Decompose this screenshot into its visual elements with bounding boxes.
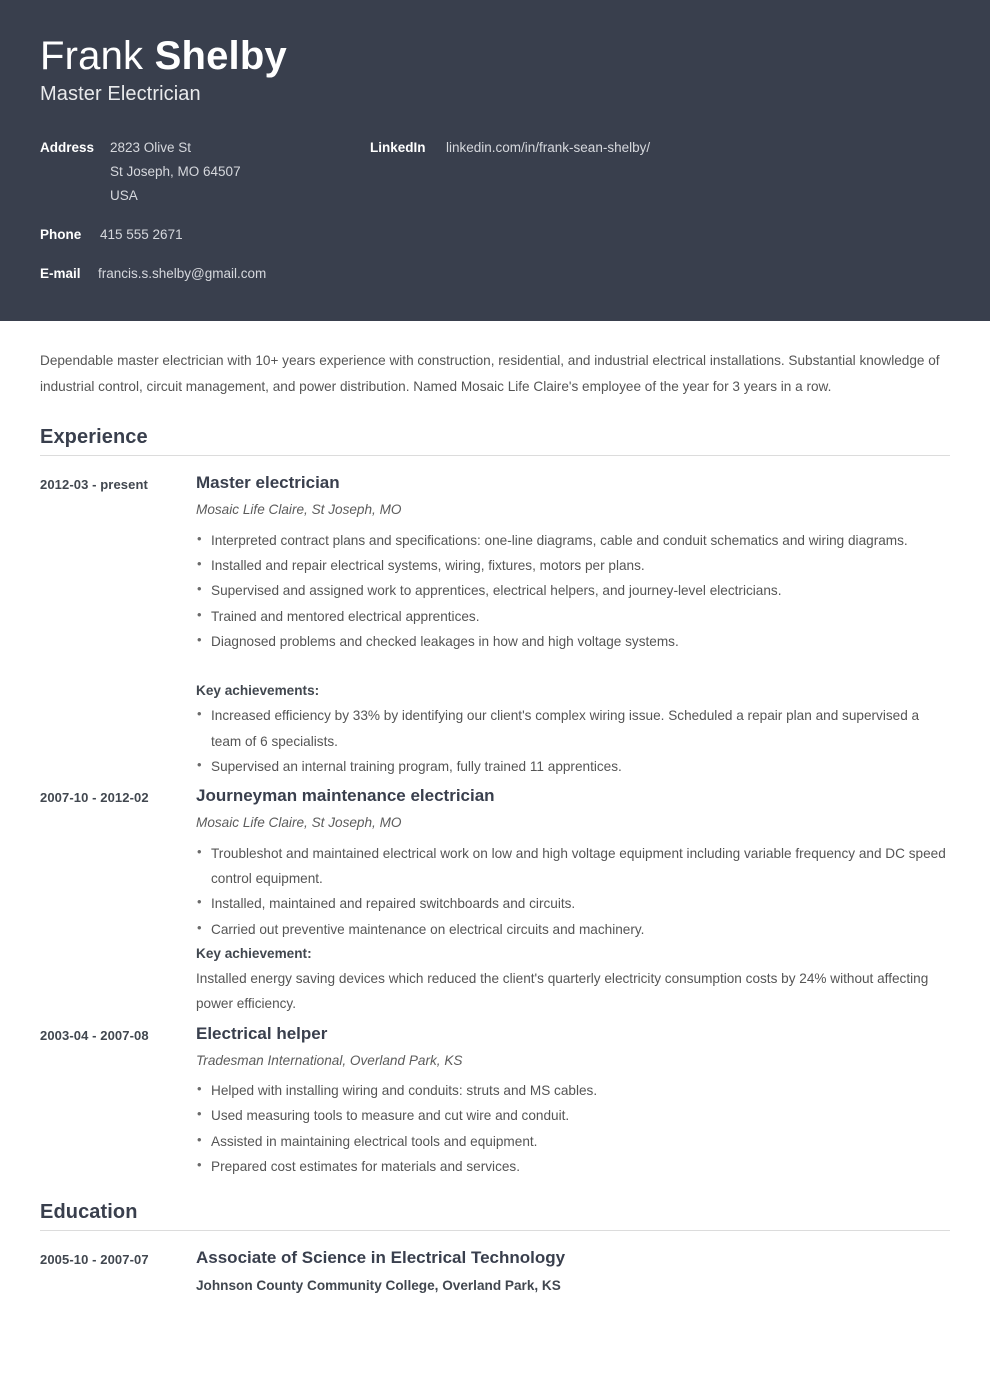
experience-entry bbox=[40, 785, 950, 1016]
candidate-first-name: Frank bbox=[40, 34, 144, 78]
linkedin-label: LinkedIn bbox=[370, 139, 426, 155]
contact-row-linkedin bbox=[370, 136, 950, 160]
contact-column-right bbox=[370, 136, 950, 169]
resume-header bbox=[0, 0, 990, 321]
experience-entry bbox=[40, 472, 950, 779]
list-item: • Increased efficiency by 33% by identifying our client's complex wiring issue. Scheduled a repair plan and supervised a team of 6 specialists. bbox=[196, 703, 950, 754]
entry-content bbox=[196, 785, 950, 1016]
entry-content bbox=[196, 1247, 950, 1303]
list-item: • Diagnosed problems and checked leakages in how and high voltage systems. bbox=[196, 629, 950, 654]
list-item: • Supervised an internal training program, fully trained 11 apprentices. bbox=[196, 754, 950, 779]
entry-dates: 2007-10 - 2012-02 bbox=[40, 790, 149, 806]
linkedin-value[interactable]: linkedin.com/in/frank-sean-shelby/ bbox=[446, 139, 651, 155]
entry-responsibilities bbox=[196, 528, 950, 654]
list-item: • Carried out preventive maintenance on electrical circuits and machinery. bbox=[196, 917, 950, 942]
entry-dates: 2005-10 - 2007-07 bbox=[40, 1252, 149, 1268]
list-item: • Installed and repair electrical systems, wiring, fixtures, motors per plans. bbox=[196, 553, 950, 578]
experience-section bbox=[40, 426, 950, 1179]
contact-row-email bbox=[40, 262, 370, 286]
candidate-name bbox=[40, 34, 950, 79]
key-achievement-label: Key achievement: bbox=[196, 945, 312, 961]
professional-summary: Dependable master electrician with 10+ years experience with construction, residential, and industrial electrical installations. Substantial knowledge of industrial control, circuit management, and power distribution. Named Mosaic Life Claire's employee of the year for 3 years in a row. bbox=[40, 352, 940, 394]
contact-details bbox=[40, 136, 950, 295]
experience-entry bbox=[40, 1023, 950, 1180]
education-divider bbox=[40, 1230, 950, 1231]
entry-job-title: Journeyman maintenance electrician bbox=[196, 786, 495, 806]
list-item: • Troubleshot and maintained electrical work on low and high voltage equipment including variable frequency and DC speed control equipment. bbox=[196, 841, 950, 892]
list-item: • Prepared cost estimates for materials and services. bbox=[196, 1154, 950, 1179]
entry-content bbox=[196, 1023, 950, 1180]
entry-responsibilities bbox=[196, 841, 950, 942]
list-item: • Assisted in maintaining electrical tools and equipment. bbox=[196, 1129, 950, 1154]
address-line-2: St Joseph, MO 64507 bbox=[110, 163, 241, 179]
resume-body bbox=[0, 321, 990, 1365]
list-item: • Installed, maintained and repaired switchboards and circuits. bbox=[196, 891, 950, 916]
candidate-job-title: Master Electrician bbox=[40, 82, 201, 105]
experience-divider bbox=[40, 455, 950, 456]
address-label: Address bbox=[40, 139, 95, 155]
list-item: • Interpreted contract plans and specifications: one-line diagrams, cable and conduit schematics and wiring diagrams. bbox=[196, 528, 950, 553]
entry-achievements bbox=[196, 703, 950, 779]
entry-organization: Mosaic Life Claire, St Joseph, MO bbox=[196, 502, 402, 518]
education-section bbox=[40, 1201, 950, 1303]
education-entry bbox=[40, 1247, 950, 1303]
key-achievements-label: Key achievements: bbox=[196, 683, 320, 699]
list-item: • Used measuring tools to measure and cut wire and conduit. bbox=[196, 1103, 950, 1128]
entry-responsibilities bbox=[196, 1078, 950, 1179]
email-label: E-mail bbox=[40, 265, 81, 281]
phone-value[interactable]: 415 555 2671 bbox=[100, 226, 183, 242]
education-heading: Education bbox=[40, 1201, 138, 1224]
address-value bbox=[110, 136, 241, 208]
list-item: • Helped with installing wiring and conduits: struts and MS cables. bbox=[196, 1078, 950, 1103]
contact-column-left bbox=[40, 136, 370, 295]
entry-job-title: Master electrician bbox=[196, 473, 340, 493]
email-value[interactable]: francis.s.shelby@gmail.com bbox=[98, 265, 267, 281]
entry-organization: Tradesman International, Overland Park, KS bbox=[196, 1052, 463, 1068]
entry-degree-title: Associate of Science in Electrical Technology bbox=[196, 1248, 566, 1268]
entry-dates: 2012-03 - present bbox=[40, 477, 148, 493]
phone-label: Phone bbox=[40, 226, 82, 242]
list-item: • Trained and mentored electrical apprentices. bbox=[196, 604, 950, 629]
entry-organization: Mosaic Life Claire, St Joseph, MO bbox=[196, 815, 402, 831]
entry-job-title: Electrical helper bbox=[196, 1023, 328, 1043]
address-line-3: USA bbox=[110, 187, 138, 203]
contact-row-phone bbox=[40, 223, 370, 247]
entry-content bbox=[196, 472, 950, 779]
experience-heading: Experience bbox=[40, 426, 148, 449]
contact-row-address bbox=[40, 136, 370, 208]
address-line-1: 2823 Olive St bbox=[110, 139, 192, 155]
key-achievement-text: Installed energy saving devices which reduced the client's quarterly electricity consumption costs by 24% without affecting power efficiency. bbox=[196, 970, 929, 1012]
list-item: • Supervised and assigned work to apprentices, electrical helpers, and journey-level electricians. bbox=[196, 578, 950, 603]
entry-school: Johnson County Community College, Overland Park, KS bbox=[196, 1277, 561, 1293]
candidate-last-name: Shelby bbox=[154, 34, 287, 78]
entry-dates: 2003-04 - 2007-08 bbox=[40, 1027, 149, 1043]
